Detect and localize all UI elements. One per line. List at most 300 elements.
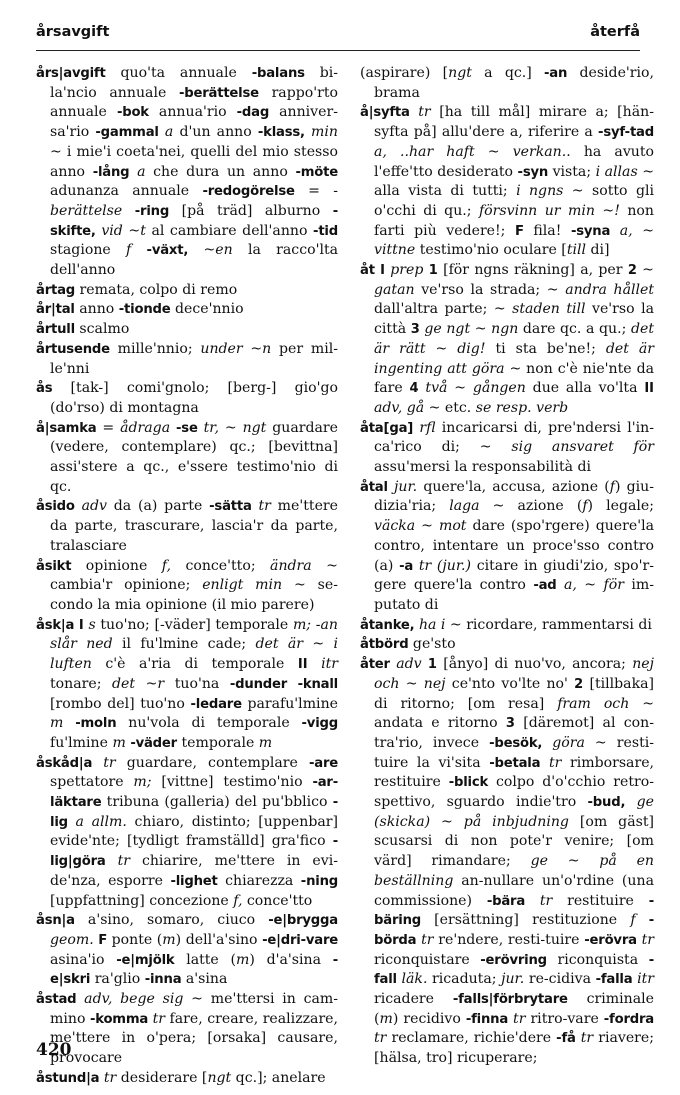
entry-text (410, 104, 419, 120)
entry-text: [däremot] al con-tra'rio, invece (374, 715, 654, 751)
dictionary-entry (36, 497, 338, 556)
entry-text: spettatore (50, 774, 134, 791)
bold-subentry: -lig (50, 795, 338, 830)
italic-text: f (582, 498, 588, 515)
entry-headword: å|samka (36, 420, 97, 436)
italic-text: läk. (401, 971, 428, 988)
sense-number: II (644, 381, 654, 397)
bold-subentry: -dag (236, 105, 270, 121)
italic-text: prep (390, 262, 424, 279)
entry-text: ~ i mie'i coeta'nei, quelli del mio stesso anno (50, 143, 338, 180)
italic-text: till (566, 242, 586, 259)
italic-text: det är rätt ~ dig! (374, 321, 654, 357)
entry-text: due alla vo'lta (525, 380, 645, 397)
italic-text: geom. (50, 931, 94, 948)
italic-text: ngt (242, 419, 267, 436)
entry-text: [om gäst] scusarsi di non pote'r venire; [om värd] rimandare; (374, 813, 654, 870)
bold-subentry: -skifte, (50, 203, 338, 239)
dictionary-entry (360, 419, 654, 478)
italic-text: sig ansvaret för (511, 439, 654, 456)
italic-text: under ~n (200, 340, 272, 357)
italic-text: göra (552, 734, 585, 751)
italic-text: a, (563, 577, 577, 594)
italic-text: gatan (374, 281, 415, 298)
bold-subentry: -ad (533, 578, 557, 594)
dictionary-entry (360, 64, 654, 103)
entry-headword: åstund|a (36, 1070, 100, 1086)
italic-text: tr (641, 931, 654, 948)
entry-text: colpo d'o'cchio retro-spettivo, sguardo indie'tro (374, 774, 654, 811)
entry-text (287, 676, 298, 692)
header-first-word: årsavgift (36, 24, 110, 40)
sense-number: 1 (427, 657, 437, 673)
entry-text: [uppfattning] concezione (50, 892, 234, 909)
sense-number: 3 (410, 322, 420, 338)
bold-subentry: -bära (486, 893, 526, 909)
entry-text: quere'la, accusa, azione ( (417, 478, 610, 495)
entry-text (75, 498, 82, 514)
entry-text: ve'rso la strada; ~ (414, 281, 566, 298)
entry-text: nu'vola di temporale (116, 715, 302, 732)
italic-text: m (258, 734, 273, 751)
entry-text: reclamare, richie'dere (386, 1030, 557, 1047)
italic-text: ngt (448, 65, 472, 81)
entry-text: vista; (548, 163, 596, 180)
bold-subentry: -falla (595, 972, 633, 988)
entry-headword: åsido (36, 499, 75, 515)
italic-text: adv, (84, 991, 113, 1008)
sense-number: 4 (409, 381, 419, 397)
entry-text: [tak-] comi'gnolo; [berg-] gio'go (do'rso) di montagna (50, 380, 338, 416)
italic-text: i ngns (516, 183, 564, 200)
entry-text (122, 203, 135, 219)
entry-text: ra'glio (90, 971, 145, 988)
italic-text: adv (396, 656, 422, 673)
italic-text: i allas (595, 163, 638, 180)
entry-text: annua'rio (148, 104, 237, 121)
dictionary-entry (360, 261, 654, 419)
dictionary-entry (36, 616, 338, 754)
bold-subentry: -are (308, 755, 338, 771)
bold-subentry: -e|brygga (268, 913, 338, 929)
bold-subentry: -vigg (301, 716, 339, 732)
entry-text (625, 794, 636, 810)
bold-subentry: -gammal (95, 125, 159, 141)
entry-text: re-cidiva (524, 971, 596, 988)
italic-text: m (236, 951, 250, 968)
entry-text: scalmo (74, 321, 130, 338)
entry-text: ponte ( (107, 931, 163, 948)
entry-text: criminale ( (374, 991, 654, 1027)
italic-text: tr (103, 754, 116, 771)
italic-text: tr (103, 1069, 117, 1086)
italic-text: tr (548, 754, 562, 771)
sense-number: 3 (505, 716, 515, 732)
bold-subentry: -moln (75, 716, 117, 732)
italic-text: enligt min (202, 577, 283, 594)
entry-text: re'ndere, resti-tuire (433, 931, 585, 948)
italic-text: tr (258, 498, 271, 515)
bold-subentry: -sätta (209, 499, 252, 515)
entry-text: mille'nnio; (109, 340, 201, 357)
entry-text: ~ (576, 577, 604, 594)
italic-text: m; (292, 616, 312, 633)
entry-text (106, 853, 118, 869)
entry-text (308, 656, 322, 672)
italic-text: ådraga (120, 419, 171, 436)
entry-headword: årtull (36, 322, 75, 338)
entry-text: ) giu-dizia'ria; (374, 478, 654, 515)
entry-text: temporale (176, 734, 259, 751)
entry-text: ~ alla vista di tutti; (374, 163, 655, 200)
entry-text (557, 577, 564, 593)
bold-subentry: -erövra (584, 932, 637, 948)
dictionary-entry (36, 754, 338, 912)
bold-subentry: -ar-läktare (50, 775, 338, 811)
italic-text: det är (255, 636, 303, 653)
entry-text: da (a) parte (106, 498, 210, 515)
entry-text: ricaduta; (427, 971, 502, 988)
entry-text: chiaro, distinto; [uppenbar] evide'nte; [tydligt framställd] gra'fico (50, 813, 338, 850)
entry-text: guardare, contemplare (115, 754, 309, 771)
italic-text: nej och ~ nej (374, 656, 654, 692)
entry-text: [ånyo] di nuo'vo, ancora; (436, 656, 633, 673)
entry-text: c'è a'ria di temporale (91, 656, 298, 673)
entry-text: per mil-le'nni (50, 340, 338, 377)
entry-text: [för ngns räkning] a, per (437, 262, 628, 279)
bold-subentry: -bäring (374, 893, 654, 929)
entry-text: di] (586, 242, 610, 259)
entry-text: fila! (523, 222, 571, 239)
entry-text: opinione (71, 557, 162, 574)
bold-subentry: -börda (374, 913, 655, 948)
entry-text (129, 164, 137, 180)
entry-text (63, 715, 75, 731)
italic-text: a (164, 124, 174, 141)
bold-subentry: -ledare (190, 696, 242, 712)
entry-text: rappo'rto annuale (50, 84, 338, 121)
entry-text: ha avuto l'effe'tto desiderato (374, 143, 655, 180)
italic-text: m (50, 715, 64, 732)
entry-headword: årtag (36, 282, 76, 298)
bold-subentry: -fall (374, 952, 654, 988)
italic-text: rfl (419, 419, 436, 436)
entry-text: latte ( (174, 951, 236, 968)
bold-subentry: -betala (489, 755, 541, 771)
entry-text: tonare; (50, 675, 113, 692)
entry-text: dece'nnio (170, 301, 244, 318)
entry-text: conce'tto (242, 892, 313, 909)
entry-text: ~ cambia'r opinione; (50, 557, 338, 594)
italic-text: m; (133, 774, 152, 791)
italic-text: f (126, 242, 132, 259)
entry-text: ~ (636, 262, 654, 279)
bold-subentry: -redogörelse (202, 184, 295, 200)
entry-text (525, 893, 540, 909)
entry-text: ~ andata e ritorno (374, 695, 655, 732)
italic-text: två ~ gången (425, 380, 526, 397)
entry-headword: årtusende (36, 341, 110, 357)
entry-text: che dura un anno (145, 163, 296, 180)
entry-text: deside'rio, brama (374, 65, 655, 101)
italic-text: försvinn ur min ~! (478, 202, 620, 219)
bold-subentry: -blick (448, 775, 489, 791)
entry-text (188, 242, 203, 258)
italic-text: i luften (50, 636, 338, 673)
bold-subentry: F (98, 932, 108, 948)
entry-text: restituire (552, 892, 649, 909)
italic-text: tr (539, 892, 553, 909)
entry-text: la racco'lta dell'anno (50, 242, 339, 279)
entry-text: incaricarsi di, pre'ndersi l'in-ca'rico di; ~ (374, 419, 654, 456)
entry-text: dare (spo'rgere) quere'la contro, intentare un proce'sso contro (a) (374, 518, 654, 574)
italic-text: a, (619, 222, 633, 239)
entry-headword: åsk|a (36, 617, 75, 633)
italic-text: -berättelse (50, 183, 338, 219)
entry-text: citare in giudi'zio, spo'r-gere quere'la contro (374, 557, 654, 594)
entry-text: ~ ricordare, rammentarsi di (445, 616, 652, 633)
bold-subentry: -syf-tad (598, 125, 654, 141)
entry-text: guardare (vedere, contemplare) qc.; [bevittna] assi'stere a qc., e'ssere testimo'nio di qc. (50, 419, 338, 495)
sense-number: 2 (627, 263, 637, 279)
bold-subentry: -ning (300, 873, 339, 889)
italic-text: se resp. verb (475, 399, 569, 416)
bold-subentry: -e|skri (50, 952, 338, 988)
entry-headword: åt (360, 263, 375, 279)
bold-subentry: -inna (144, 972, 182, 988)
entry-text: bi-la'ncio annuale (50, 65, 338, 101)
italic-text: ge ~ på en beställning (374, 853, 654, 889)
entry-text: desiderare [ (116, 1069, 208, 1086)
entry-text: d'un anno (173, 124, 258, 141)
italic-text: vid ~t (101, 222, 146, 239)
entry-text: im-putato di (374, 577, 654, 613)
bold-subentry: -lig|göra (50, 834, 338, 870)
bold-subentry: -tionde (118, 302, 171, 318)
dictionary-entry (360, 635, 654, 655)
entry-text: [rombo del] tuo'no (50, 695, 191, 712)
entry-text: chiarezza (217, 872, 301, 889)
bold-subentry: -ring (134, 203, 170, 219)
italic-text: itr (321, 656, 338, 673)
page-number: 420 (36, 1040, 72, 1060)
bold-subentry: -bok (116, 105, 149, 121)
entry-text (542, 735, 552, 751)
italic-text: laga (449, 498, 480, 515)
bold-subentry: -dunder (229, 676, 288, 692)
entry-text: asina'io (50, 951, 117, 968)
entry-text: a'sina (181, 971, 228, 988)
bold-subentry: -falls|förbrytare (452, 992, 568, 1008)
bold-subentry: -tid (313, 223, 338, 239)
entry-headword: åtbörd (360, 637, 409, 653)
italic-text: tr (117, 853, 130, 870)
bold-subentry: -erövring (480, 952, 547, 968)
dictionary-entry (360, 103, 654, 261)
bold-subentry: -syn (517, 164, 549, 180)
italic-text: staden till (512, 301, 586, 318)
entry-text: a qc.] (471, 65, 545, 81)
entry-text: ~ (218, 419, 243, 436)
dictionary-entry (36, 1069, 338, 1089)
entry-text: assu'mersi la responsabilità di (374, 459, 592, 476)
italic-text: f, (161, 557, 171, 574)
entry-text: ~ sotto gli o'cchi di qu.; (374, 183, 654, 219)
italic-text: väcka ~ mot (374, 518, 467, 535)
dictionary-entry (36, 557, 338, 616)
entry-headword: åta[ga] (360, 420, 414, 436)
italic-text: ..har haft ~ verkan.. (400, 143, 571, 160)
entry-text: a'sino, somaro, ciuco (74, 912, 269, 929)
entry-headword: å|syfta (360, 105, 410, 121)
entry-text: stagione (50, 242, 127, 259)
entry-text: anno (74, 301, 119, 318)
entry-headword: års|avgift (36, 66, 106, 81)
entry-headword: åstad (36, 992, 77, 1008)
bold-subentry: -lång (92, 164, 130, 180)
dictionary-entry (360, 655, 654, 1069)
entry-text: ce'nto vo'lte no' (445, 675, 575, 692)
entry-text: ~ (302, 636, 334, 653)
entry-headword: åter (360, 657, 390, 673)
sense-number: I (380, 263, 385, 279)
entry-text: al cambiare dell'anno (145, 222, 314, 239)
italic-text: f (630, 912, 636, 929)
italic-text: ~en (203, 242, 233, 259)
entry-text: ~ etc. (424, 399, 476, 416)
bold-subentry: -a (399, 558, 414, 574)
entry-headword: år|tal (36, 302, 75, 318)
dictionary-entry (36, 419, 338, 498)
dictionary-entry (36, 340, 338, 379)
entry-text: conce'tto; (170, 557, 271, 574)
sense-number: 2 (574, 676, 584, 692)
entry-text: ritro-vare (525, 1010, 604, 1027)
entry-text: anniver-sa'rio (50, 104, 338, 141)
italic-text: tr, (203, 419, 219, 436)
italic-text: ha i (418, 616, 446, 633)
entry-text: (aspirare) [ (360, 65, 449, 81)
italic-text: f, (233, 892, 243, 909)
entry-text: ti sta be'ne!; (485, 340, 606, 357)
entry-text: [på träd] alburno (169, 202, 333, 219)
entry-text: tribuna (galleria) del pu'bblico (101, 794, 333, 811)
bold-subentry: -väder (130, 735, 177, 751)
sense-number: II (297, 657, 308, 673)
entry-text: ~ resti-tuire la vi'sita (374, 734, 655, 771)
bold-subentry: -fordra (603, 1011, 654, 1027)
italic-text: andra hållet (565, 281, 654, 298)
entry-text (76, 991, 84, 1007)
italic-text: jur. (394, 478, 418, 495)
entry-headword: åtal (360, 479, 388, 495)
entry-text: ) dell'a'sino (175, 931, 263, 948)
bold-subentry: -an (544, 66, 568, 81)
entry-text: dall'altra parte; ~ (374, 301, 513, 318)
italic-text: m (112, 734, 126, 751)
sense-number: 1 (428, 263, 438, 279)
italic-text: tr (374, 1030, 387, 1047)
italic-text: tr (jur.) (418, 557, 472, 574)
bold-subentry: -knall (297, 676, 338, 692)
italic-text: a (137, 163, 146, 180)
dictionary-entry (36, 990, 338, 1069)
entry-text: riavere; [hälsa, tro] ricuperare; (374, 1030, 654, 1067)
running-header (36, 24, 640, 46)
entry-text: il fu'lmine cade; (112, 636, 256, 653)
italic-text: itr (637, 971, 654, 988)
entry-text: qc.]; anelare (231, 1069, 326, 1086)
bold-subentry: -växt, (146, 243, 189, 259)
entry-text: tuo'na (164, 675, 230, 692)
italic-text: m (379, 1010, 393, 1027)
entry-text: tuo'no; [-väder] temporale (95, 616, 293, 633)
entry-text: adunanza annuale (50, 183, 203, 200)
entry-text: riconquistare (374, 951, 481, 968)
italic-text: det ~r (112, 675, 165, 692)
bold-subentry: -få (556, 1031, 576, 1047)
dictionary-entry (36, 911, 338, 990)
entry-text (112, 991, 120, 1007)
bold-subentry: -bud, (587, 795, 626, 811)
italic-text: -an slår ned (50, 616, 338, 653)
dictionary-entry (360, 478, 654, 616)
italic-text: f (609, 478, 615, 495)
entry-text: parafu'lmine (241, 695, 338, 712)
entry-text: fare, creare, realizzare, me'ttere in o'pera; [orsaka] causare, provocare (50, 1010, 338, 1067)
sense-number: I (78, 617, 84, 633)
italic-text: för (603, 577, 624, 594)
bold-subentry: -komma (89, 1011, 149, 1027)
bold-subentry: -möte (295, 164, 338, 180)
entry-text (540, 755, 549, 771)
entry-text (92, 755, 103, 771)
italic-text: gå (406, 399, 425, 416)
entry-text: an-nullare un'o'rdine (una commissione) (374, 872, 654, 909)
italic-text: m (162, 931, 176, 948)
entry-text: quo'ta annuale (105, 65, 252, 81)
italic-text: jur. (501, 971, 525, 988)
dictionary-entry (360, 616, 654, 636)
italic-text: adv, (374, 399, 403, 416)
entry-text: ~ se-condo la mia opinione (il mio parere) (50, 577, 338, 613)
bold-subentry: -e|mjölk (116, 952, 175, 968)
entry-text: dare qc. a qu.; (518, 321, 631, 338)
entry-text: [vittne] testimo'nio (151, 774, 313, 791)
italic-text: ändra (270, 557, 312, 574)
right-column (360, 64, 654, 1069)
entry-text: ~ non c'è nie'nte da fare (374, 360, 654, 397)
bold-subentry: -berättelse (178, 85, 259, 101)
entry-text: riconquista (546, 951, 649, 968)
entry-text (610, 223, 620, 239)
entry-headword: åsn|a (36, 913, 75, 929)
header-last-word: återfå (590, 24, 640, 40)
italic-text: adv (81, 498, 107, 515)
header-rule (36, 50, 640, 51)
entry-text: ge'sto (408, 636, 456, 653)
dictionary-entry (36, 300, 338, 320)
entry-text: [ha till mål] mirare a; [hän-syfta på] allu'dere a, riferire a (374, 104, 655, 141)
bold-subentry: -finna (465, 1011, 509, 1027)
dictionary-entry (36, 379, 338, 418)
italic-text: tr (421, 931, 434, 948)
entry-text: fu'lmine (50, 734, 113, 751)
italic-text: min (311, 124, 338, 141)
italic-text: bege sig (120, 991, 184, 1008)
entry-text: ) recidivo (392, 1010, 466, 1027)
entry-text: remata, colpo di remo (75, 281, 238, 298)
